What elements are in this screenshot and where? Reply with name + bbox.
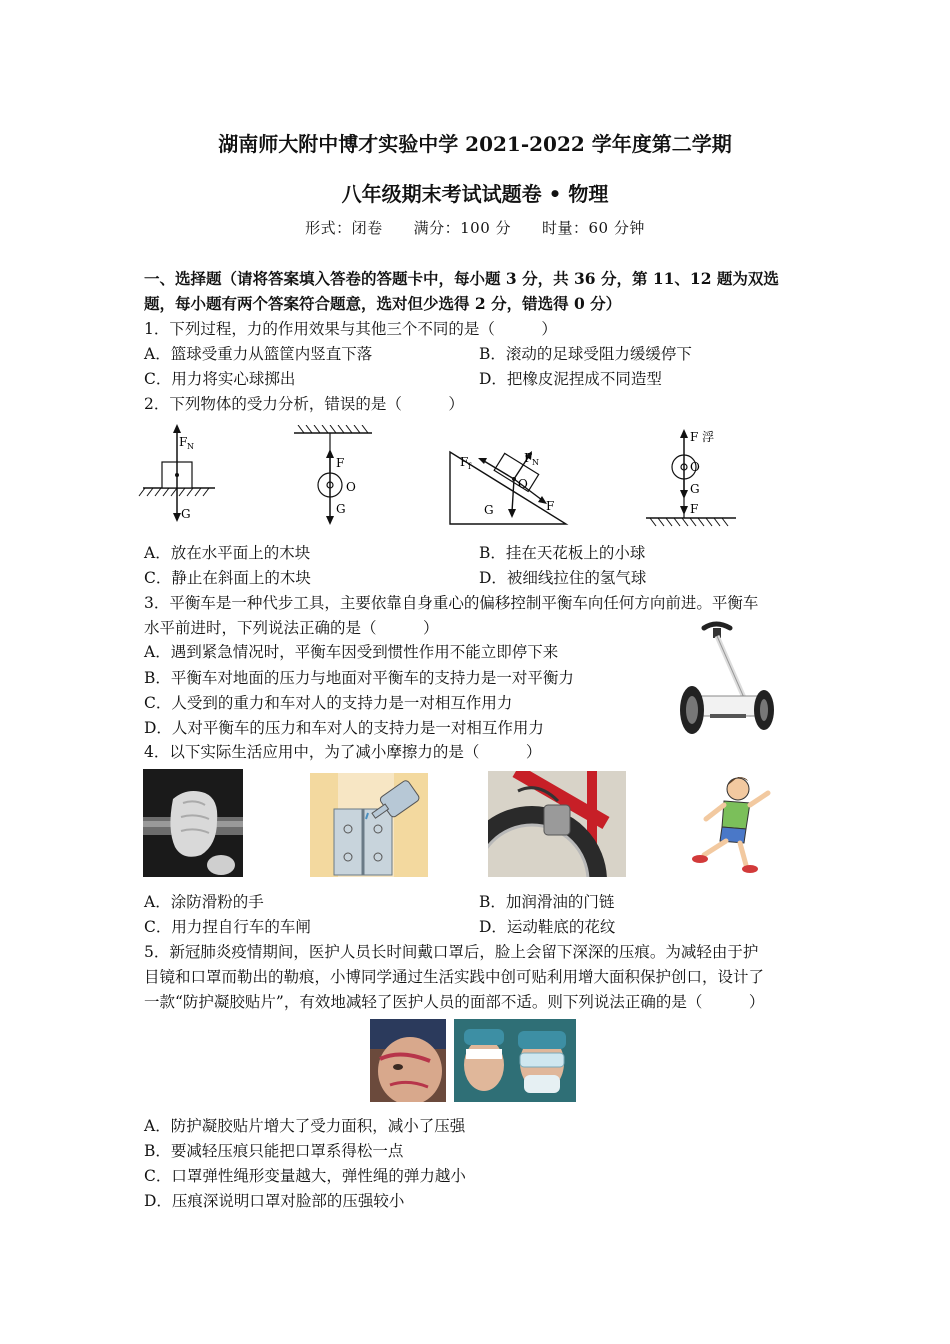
q1-option-a: A．篮球受重力从篮筐内竖直下落 xyxy=(144,345,373,363)
figure-block-on-incline xyxy=(444,444,574,529)
q5-option-c: C．口罩弹性绳形变量越大，弹性绳的弹力越小 xyxy=(144,1167,466,1185)
q5-stem-line1: 5．新冠肺炎疫情期间，医护人员长时间戴口罩后，脸上会留下深深的压痕。为减轻由于护 xyxy=(144,943,759,961)
label-f: F xyxy=(336,456,345,470)
q2-option-b: B．挂在天花板上的小球 xyxy=(479,544,646,562)
q3-option-b: B．平衡车对地面的压力与地面对平衡车的支持力是一对平衡力 xyxy=(144,669,574,687)
q3-option-a: A．遇到紧急情况时，平衡车因受到惯性作用不能立即停下来 xyxy=(144,643,559,661)
q3-stem-line1: 3．平衡车是一种代步工具，主要依靠自身重心的偏移控制平衡车向任何方向前进。平衡车 xyxy=(144,594,759,612)
label-o-3: O xyxy=(690,460,700,474)
label-o: O xyxy=(346,480,356,494)
label-fn-2-sub: N xyxy=(532,458,539,467)
bike-brake-image xyxy=(488,771,626,877)
q2-stem: 2．下列物体的受力分析，错误的是（ ） xyxy=(144,395,464,413)
figure-block-on-ground xyxy=(135,418,225,528)
q2-option-c: C．静止在斜面上的木块 xyxy=(144,569,311,587)
label-g: G xyxy=(181,507,191,521)
label-ff-sub: f xyxy=(468,462,471,471)
q1-option-c: C．用力将实心球掷出 xyxy=(144,370,296,388)
q2-option-d: D．被细线拉住的氢气球 xyxy=(479,569,647,587)
q4-option-d: D．运动鞋底的花纹 xyxy=(479,918,616,936)
section-heading-line2: 题，每小题有两个答案符合题意，选对但少选得 2 分，错选得 0 分） xyxy=(144,294,622,313)
figure-hydrogen-balloon xyxy=(640,423,740,528)
running-boy-image xyxy=(676,771,780,877)
label-f-3: F xyxy=(690,502,699,516)
label-fn: F xyxy=(179,435,188,449)
q1-stem: 1．下列过程，力的作用效果与其他三个不同的是（ ） xyxy=(144,320,557,338)
q5-option-a: A．防护凝胶贴片增大了受力面积，减小了压强 xyxy=(144,1117,466,1135)
label-g-3: G xyxy=(484,503,494,517)
label-o-2: O xyxy=(518,477,528,491)
q1-option-b: B．滚动的足球受阻力缓缓停下 xyxy=(479,345,692,363)
balance-scooter-image xyxy=(670,618,780,743)
label-g-2: G xyxy=(336,502,346,516)
q1-option-d: D．把橡皮泥捏成不同造型 xyxy=(479,370,662,388)
label-ff: F xyxy=(460,455,469,469)
label-fn-sub: N xyxy=(187,442,194,451)
gel-patch-image xyxy=(454,1019,576,1102)
q3-option-d: D．人对平衡车的压力和车对人的支持力是一对相互作用力 xyxy=(144,719,544,737)
q4-option-b: B．加润滑油的门链 xyxy=(479,893,615,911)
label-g-4: G xyxy=(690,482,700,496)
q4-stem: 4．以下实际生活应用中，为了减小摩擦力的是（ ） xyxy=(144,743,542,761)
page-subtitle: 八年级期末考试试题卷 • 物理 xyxy=(341,182,609,206)
face-mask-mark-image xyxy=(370,1019,446,1102)
label-f-2: F xyxy=(546,499,555,513)
label-fn-2: F xyxy=(524,451,533,465)
q3-stem-line2: 水平前进时，下列说法正确的是（ ） xyxy=(144,619,439,637)
figure-hanging-ball xyxy=(288,425,378,530)
page-title: 湖南师大附中博才实验中学 2021-2022 学年度第二学期 xyxy=(218,132,732,156)
q3-option-c: C．人受到的重力和车对人的支持力是一对相互作用力 xyxy=(144,694,513,712)
exam-meta: 形式：闭卷 满分：100 分 时量：60 分钟 xyxy=(305,219,645,237)
section-heading-line1: 一、选择题（请将答案填入答卷的答题卡中，每小题 3 分，共 36 分，第 11、12 题为双选 xyxy=(144,269,779,288)
q5-stem-line2: 目镜和口罩而勒出的勒痕，小博同学通过生活实践中创可贴利用增大面积保护创口，设计了 xyxy=(144,968,765,986)
q4-option-c: C．用力捏自行车的车闸 xyxy=(144,918,311,936)
label-f-float: F 浮 xyxy=(690,430,715,444)
q5-option-d: D．压痕深说明口罩对脸部的压强较小 xyxy=(144,1192,405,1210)
q4-option-a: A．涂防滑粉的手 xyxy=(144,893,264,911)
q5-stem-line3: 一款“防护凝胶贴片”，有效地减轻了医护人员的面部不适。则下列说法正确的是（ ） xyxy=(144,993,765,1011)
hinge-oil-image xyxy=(310,773,428,877)
chalk-hand-image xyxy=(143,769,243,877)
q5-option-b: B．要减轻压痕只能把口罩系得松一点 xyxy=(144,1142,404,1160)
q2-option-a: A．放在水平面上的木块 xyxy=(144,544,311,562)
